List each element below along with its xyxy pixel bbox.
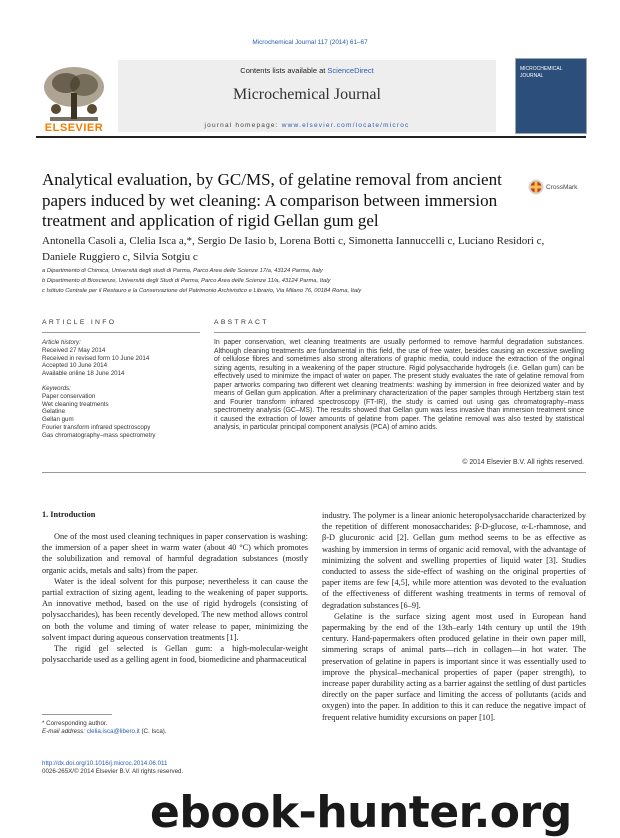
contents-available-line xyxy=(118,66,496,75)
contents-prefix: Contents lists available at xyxy=(240,66,328,75)
keyword-item: Wet cleaning treatments xyxy=(42,400,109,408)
keyword-item: Gas chromatography–mass spectrometry xyxy=(42,431,156,439)
body-left-column xyxy=(42,531,308,665)
footnote-rule xyxy=(42,714,112,715)
email-link[interactable]: clelia.isca@libero.it xyxy=(86,728,140,735)
sciencedirect-link[interactable]: ScienceDirect xyxy=(327,66,374,75)
body-right-column xyxy=(322,510,586,723)
journal-homepage-line xyxy=(118,122,496,129)
body-paragraph: The rigid gel selected is Gellan gum: a high-molecular-weight polysaccharide used as a gelling agent in food, biomedicine and pharmaceutical xyxy=(42,644,308,665)
article-title: Analytical evaluation, by GC/MS, of gelatine removal from ancient papers induced by wet cleaning: A comparison between immersion treatment and application of rigid Gellan gum gel xyxy=(42,170,502,230)
email-label: E-mail address: xyxy=(42,728,87,735)
keyword-item: Paper conservation xyxy=(42,392,96,400)
affiliation-a: a Dipartimento di Chimica, Università degli studi di Parma, Parco Area delle Scienze 17/a, 43124 Parma, Italy xyxy=(42,268,323,274)
watermark-text: ebook-hunter.org xyxy=(150,787,572,838)
authors-line-2: Daniele Ruggiero c, Silvia Sotgiu c xyxy=(42,251,198,263)
abstract-text: In paper conservation, wet cleaning treatments are usually performed to remove harmful degradation substances. Although cleaning treatments are fundamental in this field, the use of free water, besides causing an excessive swelling of cellulose fibres and sometimes also strong alterations of graphic media, could induce the extraction of the original sizing agents, resulting in a weakening of the paper structure. Rigid polysaccharide hydrogels (i.e. Gellan gum) can be effectively used to minimize the impact of water on paper. The present study evaluates the rate of gelatine removal from paper artworks comparing two different wet cleaning treatments: washing by immersion in free deionized water and by means of Gellan gum application. After a preliminary characterization of the paper samples through Hertzberg stain test and Fourier transform infrared spectroscopy (FT-IR), the study is carried out using gas chromatography–mass spectrometry analysis (GC–MS). The results showed that Gellan gum was less invasive than immersion treatment since it caused the extraction of lower amounts of gelatine from paper. The gelatine removal was also tested by statistical analysis, in particular principal component analysis (PCA) of amino acids. xyxy=(214,339,584,431)
elsevier-tree-logo-icon xyxy=(36,58,112,132)
body-paragraph: One of the most used cleaning techniques in paper conservation is washing: the immersion of a paper sheet in warm water (about 40 °C) which promotes the solubilization and removal of harmful degradation substances (mostly organic acids, metals and salts) from the paper. xyxy=(42,532,308,575)
issn-line: 0026-265X/© 2014 Elsevier B.V. All rights reserved. xyxy=(42,768,184,775)
doi-block xyxy=(42,760,308,776)
author-list xyxy=(42,233,582,265)
journal-cover-title: MICROCHEMICAL JOURNAL xyxy=(520,66,563,79)
article-info-rule xyxy=(42,332,200,333)
header-divider xyxy=(36,136,586,138)
body-paragraph: Water is the ideal solvent for this purpose; nevertheless it can cause the partial extraction of sizing agent, leading to the weakening of paper supports. An innovative method, based on the use of rigid hydrogels (consisting of polysaccharides), has been recently developed. The new method allows control on both the volume and timing of water release to paper, minimizing the solvent impact during aqueous conservation treatments [1]. xyxy=(42,576,308,642)
history-item: Accepted 10 June 2014 xyxy=(42,362,108,370)
elsevier-wordmark: ELSEVIER xyxy=(44,122,104,134)
crossmark-label[interactable]: CrossMark xyxy=(546,184,578,191)
journal-name: Microchemical Journal xyxy=(233,86,381,103)
section-heading-introduction: 1. Introduction xyxy=(42,510,96,519)
doi-link[interactable]: http://dx.doi.org/10.1016/j.microc.2014.06.011 xyxy=(42,760,168,767)
keywords-label: Keywords: xyxy=(42,384,71,392)
body-paragraph: industry. The polymer is a linear anionic heteropolysaccharide characterized by the repetition of different monosaccharides: β-D-glucose, α-L-rhamnose, and β-D glucuronic acid [2]. Gellan gum method seems to be as effective as washing by immersion in terms of organic acid removal, with the advantage of minimizing the solvent and swelling properties of liquid water [3]. Studies conducted to assess the side-effect of washing on the original properties of paper items are few [4,5], while more attention was devoted to the evaluation of the effectiveness of different washing treatments in terms of removal of degradation substances [6–9]. xyxy=(322,511,586,610)
keyword-item: Gelatine xyxy=(42,408,66,416)
history-item: Received 27 May 2014 xyxy=(42,346,106,354)
history-item: Received in revised form 10 June 2014 xyxy=(42,354,150,362)
abstract-rule xyxy=(214,332,586,333)
homepage-link[interactable]: www.elsevier.com/locate/microc xyxy=(281,122,410,129)
authors-line-1: Antonella Casoli a, Clelia Isca a,*, Sergio De Iasio b, Lorena Botti c, Simonetta Iannuccelli c, Luciano Residori c, xyxy=(42,235,545,247)
email-suffix: (C. Isca). xyxy=(139,728,167,735)
journal-citation[interactable]: Microchemical Journal 117 (2014) 61–67 xyxy=(252,39,368,46)
footnote-marker: * Corresponding author. xyxy=(42,720,108,727)
abstract-bottom-rule xyxy=(42,472,586,473)
abstract-heading: ABSTRACT xyxy=(214,319,269,326)
history-label: Article history: xyxy=(42,339,81,346)
keyword-item: Fourier transform infrared spectroscopy xyxy=(42,423,151,431)
article-info-panel xyxy=(42,339,192,440)
history-item: Available online 18 June 2014 xyxy=(42,370,125,378)
footnote-email-line xyxy=(42,728,308,736)
corresponding-author-footnote xyxy=(42,720,308,736)
article-info-heading: ARTICLE INFO xyxy=(42,319,117,326)
homepage-prefix: journal homepage: xyxy=(204,122,282,129)
affiliation-c: c Istituto Centrale per il Restauro e la Conservazione del Patrimonio Archivistico e Librario, Via Milano 76, 00184 Roma, Italy xyxy=(42,288,362,294)
affiliation-b: b Dipartimento di Bioscienze, Università degli Studi di Parma, Parco Area delle Scienze 11/a, 43124 Parma, Italy xyxy=(42,278,331,284)
abstract-copyright: © 2014 Elsevier B.V. All rights reserved. xyxy=(462,459,584,466)
keyword-item: Gellan gum xyxy=(42,416,74,424)
body-paragraph: Gelatine is the surface sizing agent most used in European hand papermaking by the end of the 13th–early 14th century up until the 19th century. Hand-papermakers often produced gelatine in their own paper mill, simmering scraps of animal parts—rich in collagen—in hot water. The preservation of gelatine in papers is important since it was essentially used to improve the physical–mechanical properties of paper (paper strength), to increase paper durability acting as a barrier against the settling of dust particles directly on the paper surface and limiting the access of pollutants (acids and oxygen) into the paper. In addition to this it can reduce the negative impact of frequent relative humidity excursions on paper [10]. xyxy=(322,611,586,722)
